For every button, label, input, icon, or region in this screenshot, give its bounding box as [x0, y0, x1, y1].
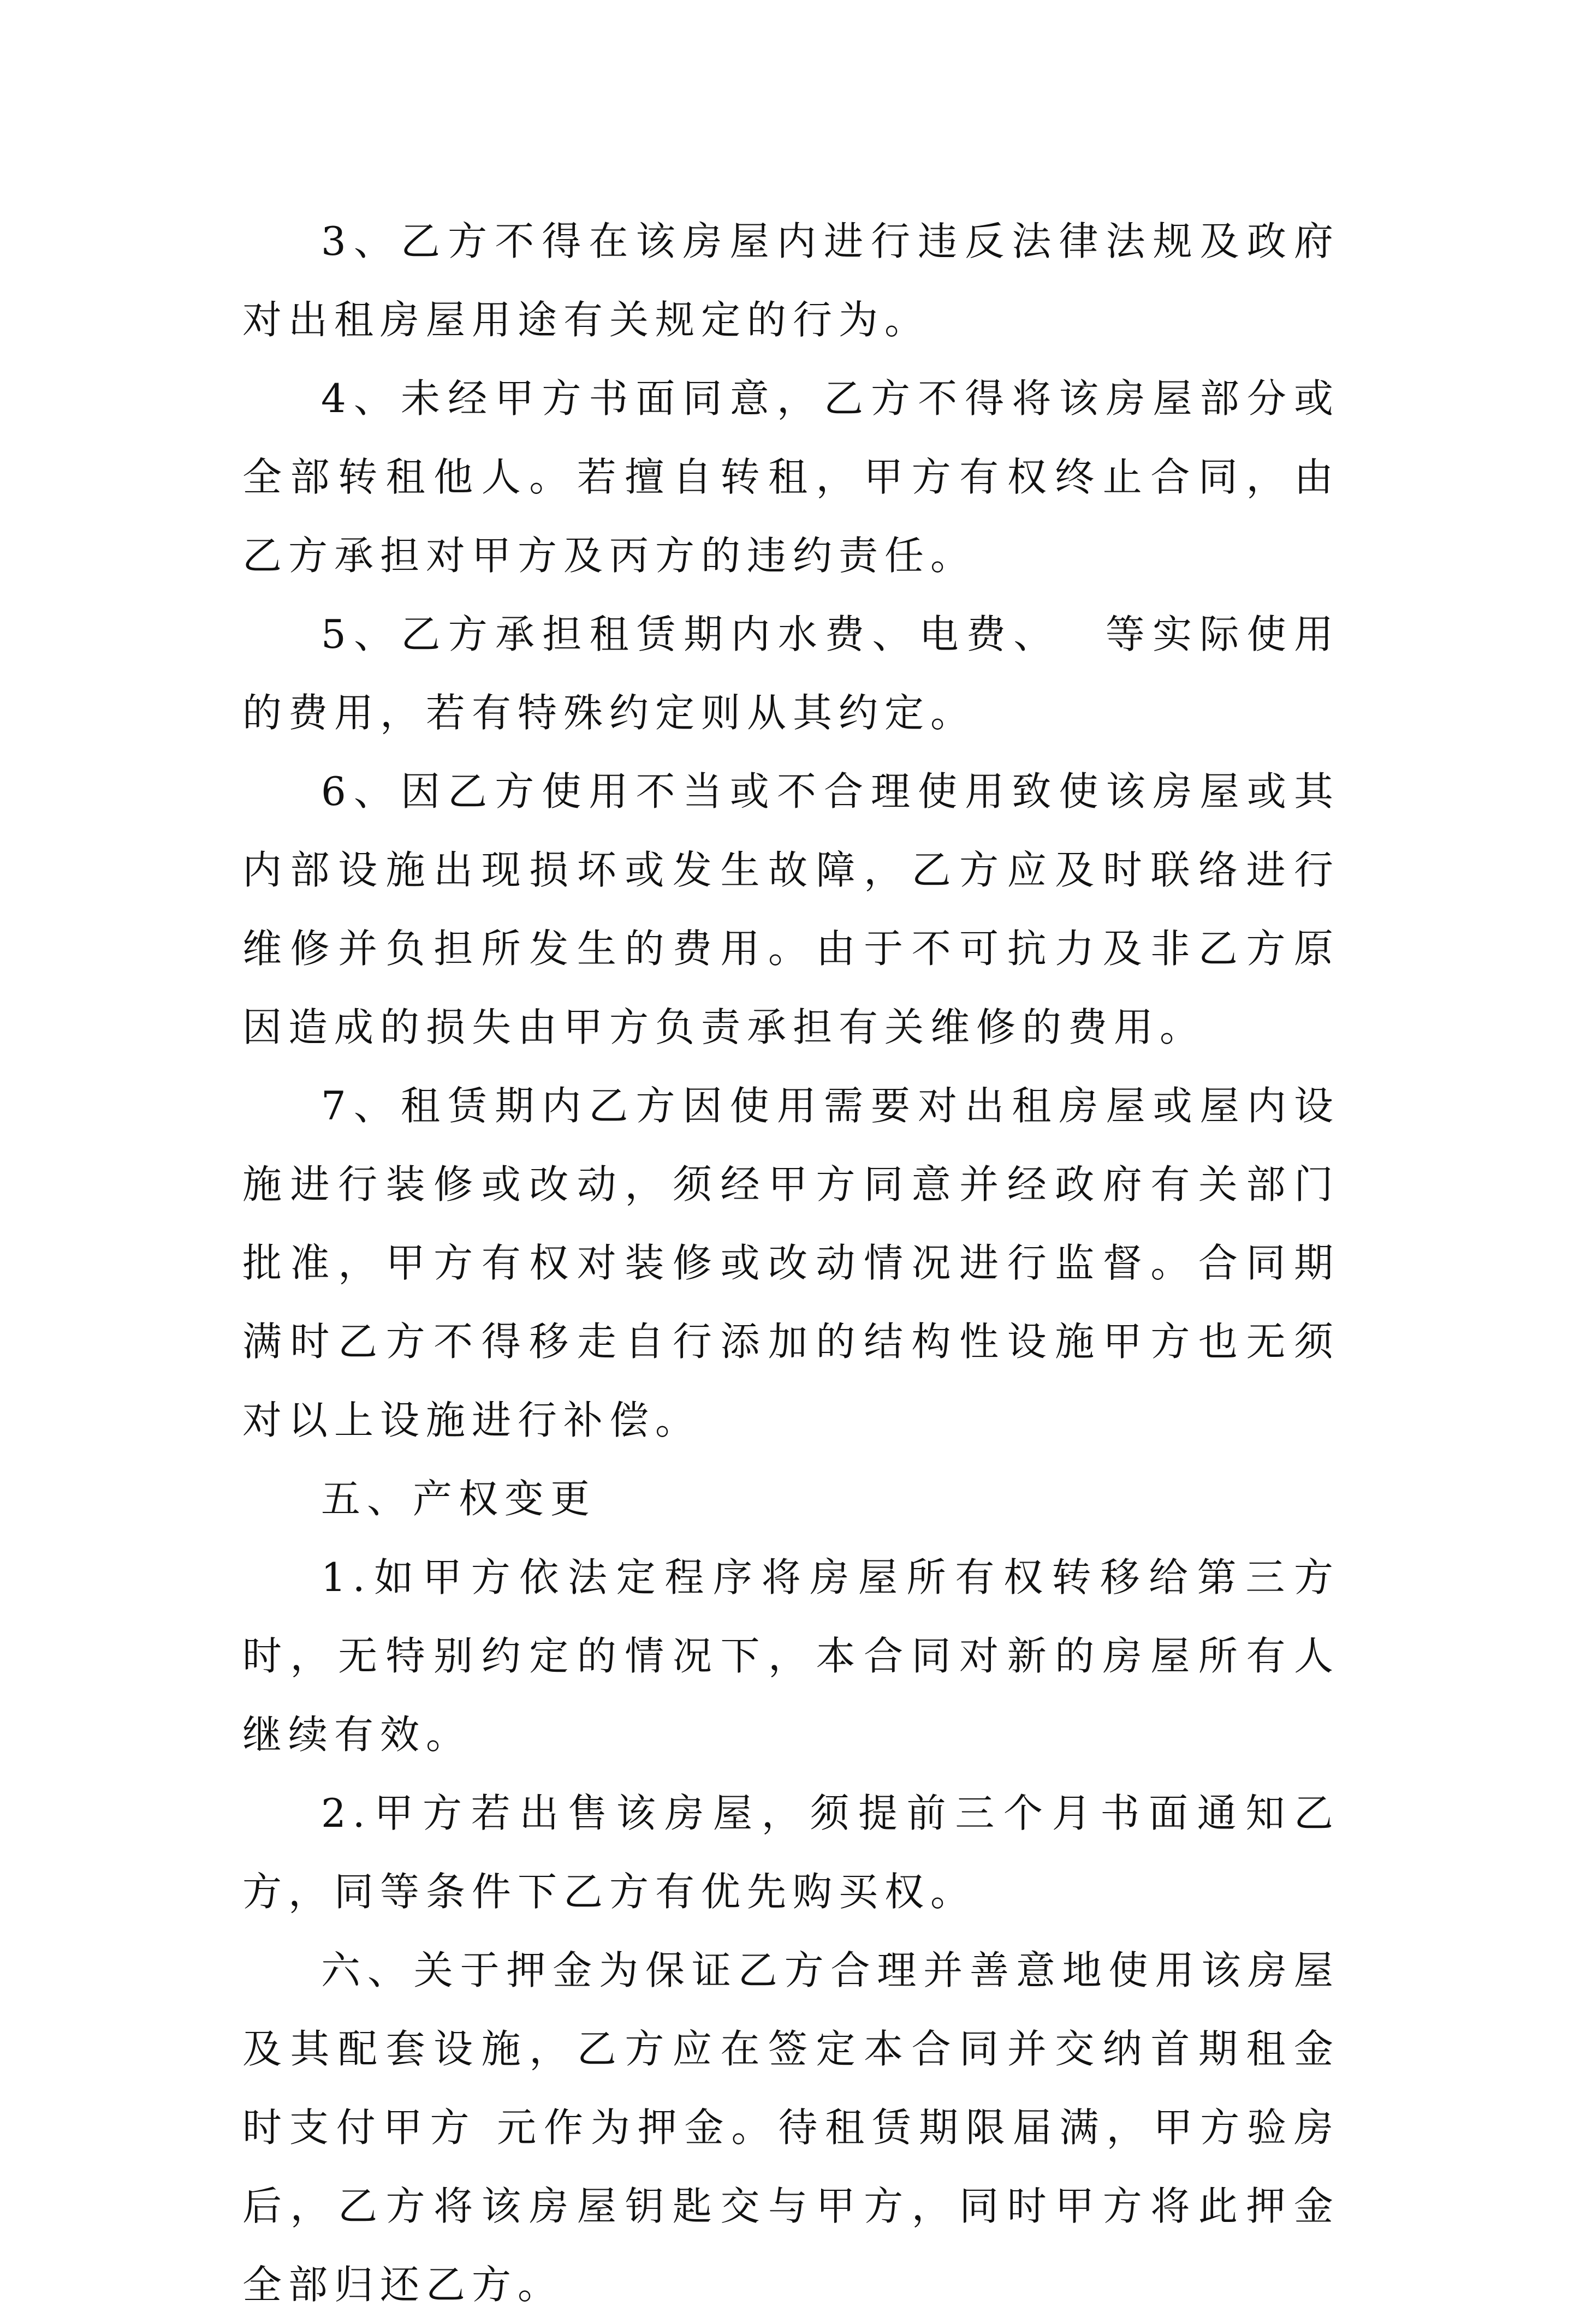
clause-4-3-paragraph: 3、乙方不得在该房屋内进行违反法律法规及政府对出租房屋用途有关规定的行为。 [242, 218, 1340, 343]
clause-4-4-paragraph: 4、未经甲方书面同意，乙方不得将该房屋部分或全部转租他人。若擅自转租，甲方有权终止合同，由乙方承担对甲方及丙方的违约责任。 [242, 376, 1340, 579]
document-body [242, 202, 1340, 2324]
clause-4-5-paragraph [242, 595, 1340, 752]
clause-5-2-paragraph: 2.甲方若出售该房屋，须提前三个月书面通知乙方，同等条件下乙方有优先购买权。 [242, 1790, 1340, 1915]
clause-4-5-text-before: 5、乙方承担租赁期内水费、电费、 [321, 611, 1061, 657]
clause-4-7-paragraph: 7、租赁期内乙方因使用需要对出租房屋或屋内设施进行装修或改动，须经甲方同意并经政府有关部门批准，甲方有权对装修或改动情况进行监督。合同期满时乙方不得移走自行添加的结构性设施甲方也无须对以上设施进行补偿。 [242, 1083, 1340, 1443]
clause-4-6-paragraph: 6、因乙方使用不当或不合理使用致使该房屋或其内部设施出现损坏或发生故障，乙方应及时联络进行维修并负担所发生的费用。由于不可抗力及非乙方原因造成的损失由甲方负责承担有关维修的费用。 [242, 768, 1340, 1050]
clause-4-5-text-after: 等实际使用的费用，若有特殊约定则从其约定。 [242, 611, 1340, 736]
section-6-paragraph: 六、关于押金为保证乙方合理并善意地使用该房屋及其配套设施，乙方应在签定本合同并交纳首期租金时支付甲方 元作为押金。待租赁期限届满，甲方验房后，乙方将该房屋钥匙交与甲方，同时甲方将此押金全部归还乙方。 [242, 1947, 1340, 2308]
clause-5-1-paragraph: 1.如甲方依法定程序将房屋所有权转移给第三方时，无特别约定的情况下，本合同对新的房屋所有人继续有效。 [242, 1554, 1340, 1757]
section-5-heading: 五、产权变更 [321, 1476, 597, 1522]
